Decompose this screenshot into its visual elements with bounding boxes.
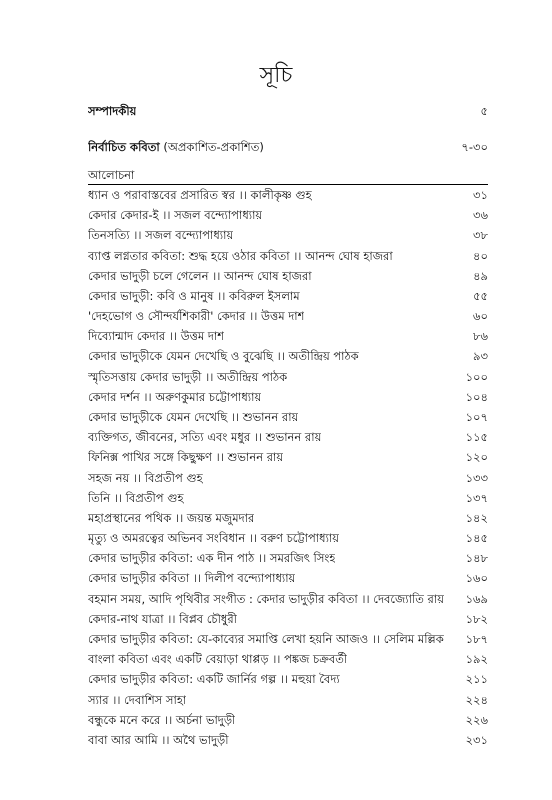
toc-entry-title: সম্পাদকীয়	[88, 104, 137, 118]
toc-entry-title: ব্যাপ্ত লগ্নতার কবিতা: শুদ্ধ হয়ে ওঠার কবিতা ।। আনন্দ ঘোষ হাজরা	[88, 248, 393, 263]
toc-row	[88, 732, 488, 751]
toc-row	[88, 409, 488, 428]
toc-page-number: ৩৬	[473, 208, 488, 223]
toc-page-number: ১০৪	[465, 389, 488, 404]
toc-entry-title: কেদার ভাদুড়ীকে যেমন দেখেছি ।। শুভানন রায়	[88, 409, 299, 424]
toc-row	[88, 550, 488, 569]
toc-entry-title: কেদার কেদার-ই ।। সজল বন্দ্যোপাধ্যায়	[88, 208, 263, 223]
toc-page-number: ১৪৮	[465, 551, 488, 566]
toc-row	[88, 449, 488, 468]
toc-row	[88, 530, 488, 549]
toc-row	[88, 328, 488, 347]
toc-entry-title: কেদার-নাথ যাত্রা ।। বিপ্লব চৌধুরী	[88, 611, 237, 626]
toc-page-number: ৪০	[473, 248, 488, 263]
toc-row	[88, 227, 488, 246]
toc-row	[88, 490, 488, 509]
toc-entry-title: কেদার ভাদুড়ীর কবিতা: এক দীন পাঠ ।। সমরজিৎ সিংহ	[88, 551, 336, 566]
toc-page-number: ৫৫	[473, 288, 488, 303]
toc-row	[88, 591, 488, 610]
toc-page-number: ১৬০	[465, 571, 488, 586]
page-title: সূচি	[259, 63, 293, 88]
toc-page-number: ১০০	[465, 369, 488, 384]
toc-entry-title: কেদার ভাদুড়ী: কবি ও মানুষ ।। কবিরুল ইসলাম	[88, 288, 300, 303]
toc-entry-title: বহমান সময়, আদি পৃথিবীর সংগীত : কেদার ভাদুড়ীর কবিতা ।। দেবজ্যোতি রায়	[88, 591, 444, 606]
toc-row	[88, 268, 488, 287]
toc-entry-title: তিনসত্যি ।। সজল বন্দ্যোপাধ্যায়	[88, 228, 234, 243]
toc-page-number: ১৩৭	[465, 490, 488, 505]
toc-page-number: ৯৩	[473, 349, 488, 364]
toc-entry-title: বন্ধুকে মনে করে ।। অর্চনা ভাদুড়ী	[88, 712, 236, 727]
toc-entry-title: কেদার ভাদুড়ীর কবিতা: যে-কাব্যের সমাপ্তি লেখা হয়নি আজও ।। সেলিম মল্লিক	[88, 631, 444, 646]
toc-entry-title: 'দেহভোগ ও সৌন্দর্যশিকারী' কেদার ।। উত্তম দাশ	[88, 309, 305, 324]
toc-page-number: ১৬৯	[465, 591, 488, 606]
toc-front-row-editorial	[88, 103, 488, 122]
toc-page-number: ৩১	[473, 188, 488, 202]
toc-entry-title: দিব্যোন্মাদ কেদার ।। উত্তম দাশ	[88, 329, 225, 344]
toc-entry-title: স্মৃতিসত্তায় কেদার ভাদুড়ী ।। অতীন্দ্রিয় পাঠক	[88, 369, 288, 384]
toc-page-number: ১৪৫	[465, 531, 488, 546]
toc-row	[88, 429, 488, 448]
toc-row	[88, 692, 488, 711]
toc-page-number: ১০৭	[465, 409, 488, 424]
toc-row	[88, 470, 488, 489]
toc-row	[88, 510, 488, 529]
toc-row	[88, 570, 488, 589]
toc-page-number: ৪৯	[473, 268, 488, 283]
toc-entry-title: ফিনিক্স পাখির সঙ্গে কিছুক্ষণ ।। শুভানন রায়	[88, 450, 284, 465]
toc-page-number: ৫	[480, 104, 488, 118]
toc-row	[88, 187, 488, 206]
toc-row	[88, 369, 488, 388]
toc-row	[88, 288, 488, 307]
toc-entry-title: কেদার ভাদুড়ীকে যেমন দেখেছি ও বুঝেছি ।। অতীন্দ্রিয় পাঠক	[88, 349, 359, 364]
toc-entry-title: কেদার ভাদুড়ীর কবিতা: একটি জার্নির গল্প ।। মহুয়া বৈদ্য	[88, 672, 340, 687]
toc-entry-title: কেদার দর্শন ।। অরুণকুমার চট্টোপাধ্যায়	[88, 389, 262, 404]
toc-entry-title: মৃত্যু ও অমরত্বের অভিনব সংবিধান ।। বরুণ চট্টোপাধ্যায়	[88, 531, 340, 546]
toc-entry-title: কেদার ভাদুড়ীর কবিতা ।। দিলীপ বন্দ্যোপাধ্যায়	[88, 571, 296, 586]
toc-entry-title: কেদার ভাদুড়ী চলে গেলেন ।। আনন্দ ঘোষ হাজরা	[88, 268, 312, 283]
toc-row	[88, 631, 488, 650]
toc-entry-title: স্যার ।। দেবাশিস সাহা	[88, 692, 187, 707]
toc-row	[88, 712, 488, 731]
toc-page-number: ২২৬	[465, 712, 488, 727]
toc-page-number: ২২৪	[465, 692, 488, 707]
toc-entry-title: ব্যক্তিগত, জীবনের, সত্যি এবং মধুর ।। শুভানন রায়	[88, 430, 322, 445]
section-heading: আলোচনা	[88, 168, 135, 182]
toc-entry-title: বাংলা কবিতা এবং একটি বেয়াড়া থাপ্পড় ।। পঙ্কজ চক্রবর্তী	[88, 652, 348, 667]
section-divider	[88, 184, 488, 185]
toc-page-number: ১১৫	[465, 430, 488, 445]
toc-page-number: ২১১	[465, 672, 488, 687]
toc-front-row-selected-poems	[88, 139, 488, 158]
toc-row	[88, 348, 488, 367]
toc-row	[88, 651, 488, 670]
toc-entry-title: বাবা আর আমি ।। অথৈ ভাদুড়ী	[88, 732, 229, 747]
toc-page-number: ১৮৭	[465, 631, 488, 646]
toc-entry-title: মহাপ্রস্থানের পথিক ।। জয়ন্ত মজুমদার	[88, 510, 255, 525]
toc-row	[88, 248, 488, 267]
toc-entry-title: নির্বাচিত কবিতা	[88, 140, 160, 154]
toc-row	[88, 611, 488, 630]
toc-page-number: ৮৬	[473, 329, 488, 344]
toc-row	[88, 671, 488, 690]
toc-page-number: ৩৮	[473, 228, 488, 243]
toc-page-number: ১৯২	[465, 652, 488, 667]
toc-page-number: ১৮২	[465, 611, 488, 626]
toc-page-number: ২৩১	[465, 732, 488, 747]
toc-row	[88, 207, 488, 226]
toc-page-number: ১২০	[465, 450, 488, 465]
toc-row	[88, 389, 488, 408]
toc-page-number: ৭-৩০	[461, 140, 488, 154]
toc-page-number: ৬০	[473, 309, 488, 324]
toc-entry-title: তিনি ।। বিপ্রতীপ গুহ	[88, 490, 184, 505]
toc-page-number: ১৪২	[465, 510, 488, 525]
toc-entry-title: সহজ নয় ।। বিপ্রতীপ গুহ	[88, 470, 203, 485]
toc-page-number: ১৩৩	[465, 470, 488, 485]
toc-entry-note: (অপ্রকাশিত-প্রকাশিত)	[159, 140, 264, 154]
toc-row	[88, 308, 488, 327]
toc-entry-title: ধ্যান ও পরাবাস্তবের প্রসারিত স্বর ।। কালীকৃষ্ণ গুহ	[88, 188, 312, 202]
toc-entry-title-group	[88, 139, 264, 158]
